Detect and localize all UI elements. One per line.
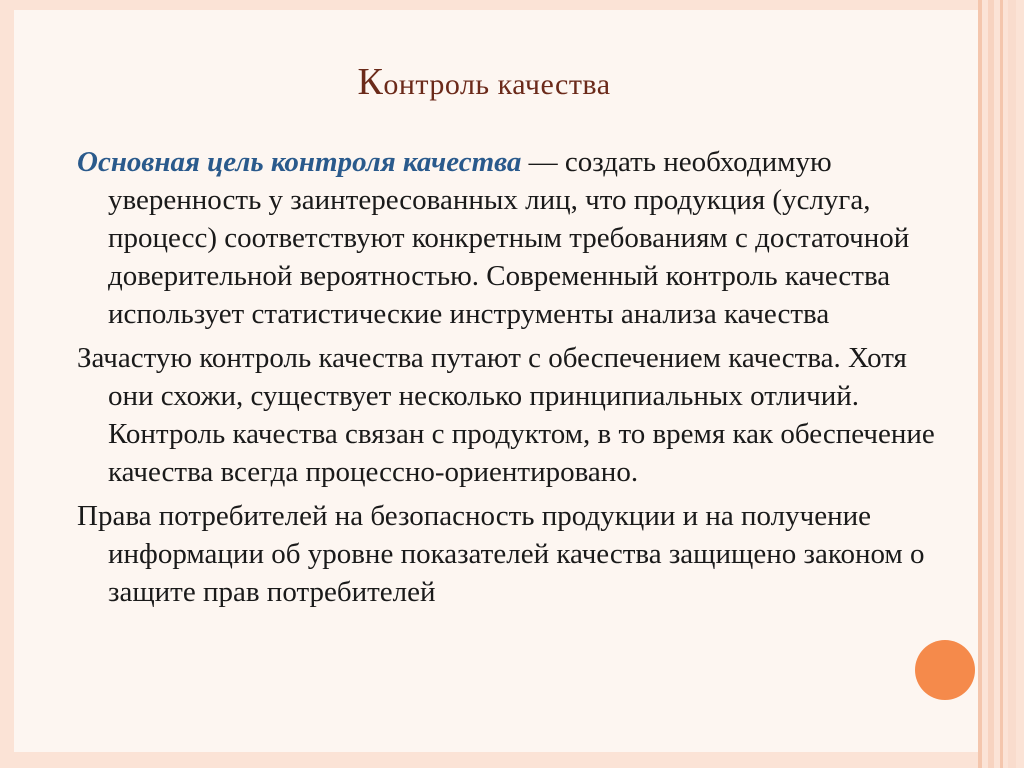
decor-stripe [1000,0,1003,768]
decor-stripe [1008,0,1016,768]
paragraph-2-text: Зачастую контроль качества путают с обеспечением качества. Хотя они схожи, существует несколько принципиальных отличий. Контроль качества связан с продуктом, в то время как обеспечение качества всегда процессно-ориентировано. [77,342,935,488]
accent-circle [915,640,975,700]
paragraph-3-text: Права потребителей на безопасность продукции и на получение информации об уровне показателей качества защищено законом о защите прав потребителей [77,500,925,608]
page-border-bottom [0,752,1024,768]
paragraph-1 [77,143,937,333]
title-rest: онтроль качества [383,68,611,101]
paragraph-3 [77,497,937,611]
title-first-letter: К [357,61,384,103]
page-border-top [0,0,1024,10]
page-border-left [0,0,14,768]
body-text [77,143,937,617]
paragraph-1-emphasis: Основная цель контроля качества [77,146,522,178]
paragraph-1-text: — создать необходимую уверенность у заинтересованных лиц, что продукция (услуга, процесс) соответствуют конкретным требованиям с достаточной доверительной вероятностью. Современный контроль качества использует статистические инструменты анализа качества [108,146,910,330]
paragraph-2 [77,339,937,491]
content-panel [14,10,978,752]
decor-stripe [978,0,982,768]
decor-stripe [988,0,994,768]
slide-title [14,60,954,104]
